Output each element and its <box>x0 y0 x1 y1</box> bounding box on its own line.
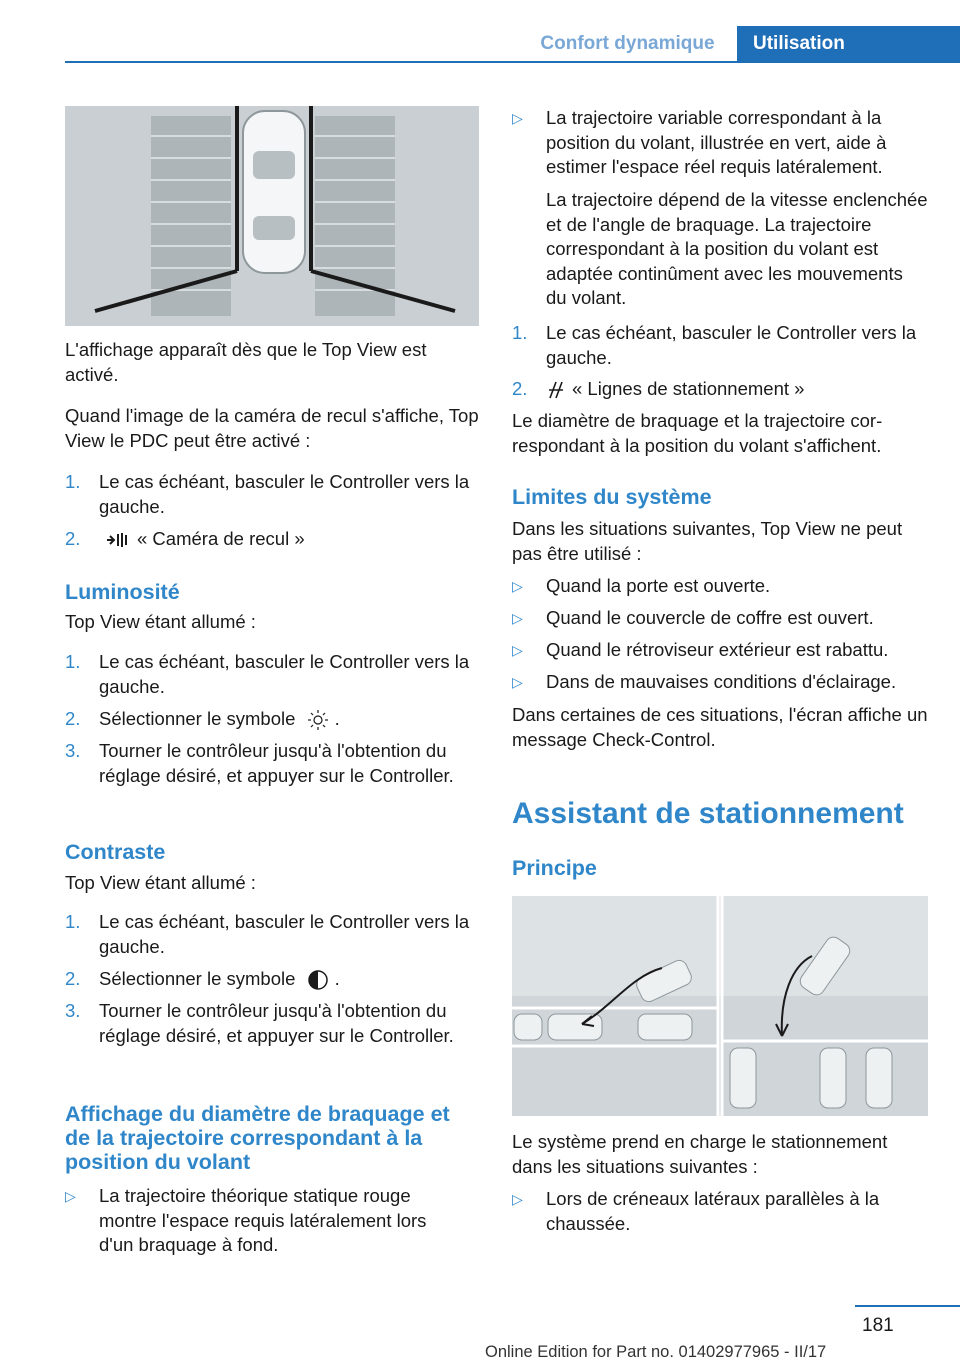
list-text: Le cas échéant, basculer le Controller vers la gauche. <box>99 471 470 517</box>
list-number: 2. <box>65 708 81 729</box>
list-number: 2. <box>65 968 81 989</box>
top-view-figure <box>65 106 479 326</box>
list-text-contrast <box>99 967 479 992</box>
bullet-text: Quand la porte est ouverte. <box>546 575 771 596</box>
bullet-text: Quand le couvercle de coffre est ouvert. <box>546 607 874 628</box>
parking-assistant-figure <box>512 896 928 1116</box>
list-text-brightness <box>99 707 479 732</box>
heading-luminosite: Luminosité <box>65 580 180 604</box>
list-text: Sélectionner le symbole <box>99 968 296 989</box>
paragraph-lum-intro: Top View étant allumé : <box>65 611 256 632</box>
list-number: 3. <box>65 1000 81 1021</box>
list-suffix: . <box>334 968 340 989</box>
list-suffix: . <box>334 708 340 729</box>
footer-edition: Online Edition for Part no. 01402977965 - II/17 <box>485 1343 827 1361</box>
parking-illustration <box>512 896 928 1116</box>
heading-principe: Principe <box>512 856 597 880</box>
list-text: Sélectionner le symbole <box>99 708 296 729</box>
list-text: Le cas échéant, basculer le Controller vers la gauche. <box>99 651 470 697</box>
list-number: 1. <box>65 911 81 932</box>
heading-contraste: Contraste <box>65 840 166 864</box>
list-text: Tourner le contrôleur jusqu'à l'obtention du réglage désiré, et appuyer sur le Controller. <box>99 1000 454 1046</box>
list-text: « Lignes de stationnement » <box>572 378 805 399</box>
bullet-triangle-icon: ▷ <box>512 642 523 658</box>
bullet-text: Lors de créneaux latéraux parallèles à la chaussée. <box>546 1188 880 1234</box>
bullet-triangle-icon: ▷ <box>512 1191 523 1207</box>
heading-assistant: Assistant de stationnement <box>512 797 904 830</box>
paragraph-lim-intro: Dans les situations suivantes, Top View ne peut pas être utilisé : <box>512 518 903 564</box>
bullet-continuation: La trajectoire dépend de la vitesse enclenchée et de l'angle de braquage. La trajectoire correspondant à la position du volant est adaptée continûment avec les mouvements du volant. <box>546 189 928 308</box>
list-text: Le cas échéant, basculer le Controller vers la gauche. <box>546 322 917 368</box>
bullet-triangle-icon: ▷ <box>512 578 523 594</box>
list-text: Tourner le contrôleur jusqu'à l'obtention du réglage désiré, et appuyer sur le Controller. <box>99 740 454 786</box>
header-section-title: Confort dynamique <box>540 33 715 54</box>
paragraph-check-control: Dans certaines de ces situations, l'écran affiche un message Check-Control. <box>512 704 928 750</box>
list-text-lines <box>546 377 928 402</box>
list-number: 1. <box>65 471 81 492</box>
heading-affichage-diametre: Affichage du diamètre de braquage et de la trajectoire correspondant à la position du volant <box>65 1102 450 1174</box>
bullet-triangle-icon: ▷ <box>512 610 523 626</box>
paragraph-prend-en-charge: Le système prend en charge le stationnement dans les situations suivantes : <box>512 1131 888 1177</box>
bullet-triangle-icon: ▷ <box>65 1188 76 1204</box>
bullet-text: La trajectoire théorique statique rouge montre l'espace requis latéralement lors d'un braquage à fond. <box>99 1185 427 1255</box>
paragraph-camera: Quand l'image de la caméra de recul s'affiche, Top View le PDC peut être activé : <box>65 405 479 451</box>
page-number: 181 <box>862 1315 894 1336</box>
bullet-text: Dans de mauvaises conditions d'éclairage. <box>546 671 897 692</box>
list-text: « Caméra de recul » <box>137 528 305 549</box>
parking-lines-icon <box>546 380 566 400</box>
list-number: 2. <box>65 528 81 549</box>
list-text-camera <box>99 527 479 552</box>
list-number: 3. <box>65 740 81 761</box>
paragraph-diametre: Le diamètre de braquage et la trajectoire correspondant à la position du volant s'affichent. <box>512 410 883 456</box>
header-active-tab: Utilisation <box>737 26 960 62</box>
footer-rule <box>855 1305 960 1307</box>
list-number: 1. <box>65 651 81 672</box>
rear-camera-icon <box>105 530 131 550</box>
top-view-illustration <box>65 106 479 326</box>
bullet-triangle-icon: ▷ <box>512 110 523 126</box>
header-rule <box>65 61 960 63</box>
contrast-icon <box>307 969 329 991</box>
list-number: 1. <box>512 322 528 343</box>
heading-limites: Limites du système <box>512 485 712 509</box>
bullet-text: Quand le rétroviseur extérieur est rabattu. <box>546 639 889 660</box>
paragraph-con-intro: Top View étant allumé : <box>65 872 256 893</box>
paragraph-affichage: L'affichage apparaît dès que le Top View est activé. <box>65 339 427 385</box>
list-number: 2. <box>512 378 528 399</box>
list-text: Le cas échéant, basculer le Controller vers la gauche. <box>99 911 470 957</box>
bullet-text: La trajectoire variable correspondant à la position du volant, illustrée en vert, aide à estimer l'espace réel requis latéralement. <box>546 107 887 177</box>
brightness-icon <box>307 709 329 731</box>
bullet-triangle-icon: ▷ <box>512 674 523 690</box>
